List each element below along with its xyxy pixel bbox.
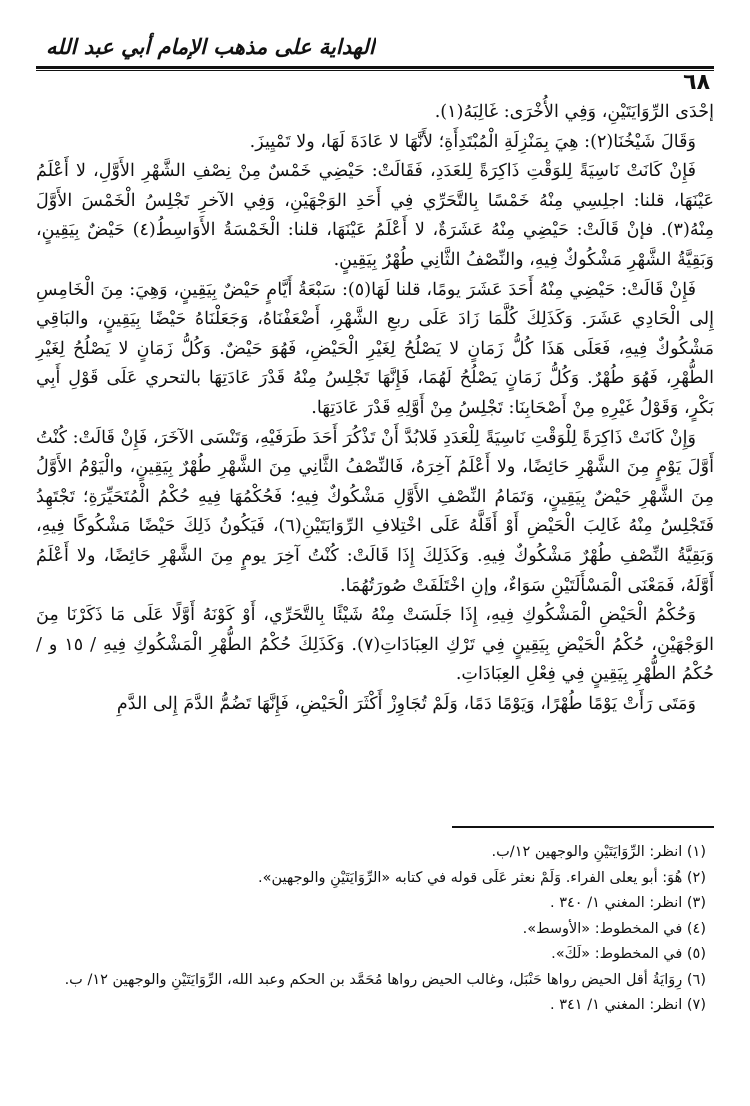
paragraph: وَإِنْ كَانَتْ ذَاكِرَةً لِلْوَقْتِ نَاسِيَةً لِلْعَدَدِ فَلابُدَّ أَنْ تَذْكُرَ أَحَدَ طَرَفَيْهِ، وَتَنْسَى الآخَرَ، فَإِنْ قَالَتْ: كُنْتُ أَوَّلَ يَوْمٍ مِنَ الشَّهْرِ حَائِضًا، ولا أَعْلَمُ آخِرَهُ، فَالنِّصْفُ الثَّانِي مِنَ الشَّهْرِ طُهْرٌ بِيَقِينٍ، والْيَوْمُ الأَوَّلُ مِنَ الشَّهْرِ حَيْضٌ بِيَقِينٍ، وَتَمَامُ النِّصْفِ الأَوَّلِ مَشْكُوكٌ فِيهِ؛ فَحُكْمُهَا فِيهِ حُكْمُ الْمُتَحَيِّرَةِ؛ تَجْتَهِدُ فَتَجْلِسُ مِنْهُ غَالِبَ الْحَيْضِ أَوْ أَقَلَّهُ عَلَى اخْتِلافِ الرِّوَايَتَيْنِ(٦)، فَيَكُونُ ذَلِكَ حَيْضًا مَشْكُوكًا فِيهِ، وَبَقِيَّةُ النِّصْفِ طُهْرٌ مَشْكُوكٌ فِيهِ. وَكَذَلِكَ إِذَا قَالَتْ: كُنْتُ آخِرَ يومٍ مِنَ الشَّهْرِ حَائِضًا، ولا أَعْلَمُ أَوَّلَهُ، فَمَعْنَى الْمَسْأَلَتَيْنِ سَوَاءٌ، وإنِ اخْتَلَفَتْ صُورَتُهُمَا. [36, 427, 714, 596]
footnote: (١) انظر: الرِّوَايَتَيْنِ والوجهين ١٢/ب. [491, 844, 706, 860]
footnote-separator [452, 826, 714, 828]
footnote: (٧) انظر: المغني ١/ ٣٤١ . [550, 997, 706, 1013]
header-rule [36, 66, 714, 69]
footnote: (٦) رِوَايَةُ أقل الحيض رواها حَنْبَل، وغالب الحيض رواها مُحَمَّد بن الحكم وعبد الله، الرِّوَايَتَيْنِ والوجهين ١٢/ ب. [64, 971, 706, 988]
footnotes [36, 840, 714, 1019]
footnote: (٣) انظر: المغني ١/ ٣٤٠ . [550, 895, 706, 911]
footnote: (٢) هُوَ: أبو يعلى الفراء. وَلَمْ نعثر عَلَى قوله في كتابه «الرِّوَايَتَيْنِ والوجهين». [258, 869, 706, 886]
paragraph: وَقَالَ شَيْخُنَا(٢): هِيَ بِمَنْزِلَةِ الْمُبْتَدِأَةِ؛ لأَنَّهَا لا عَادَةَ لَهَا، ولا تَمْيِيزَ. [249, 131, 696, 152]
footnote: (٤) في المخطوط: «الأوسط». [522, 920, 706, 937]
paragraph: إحْدَى الرِّوَايَتَيْنِ، وَفِي الأُخْرَى: غَالِبَهُ(١). [434, 102, 714, 122]
main-text [36, 98, 714, 719]
footnote: (٥) في المخطوط: «لَكَ». [551, 946, 706, 962]
paragraph: فَإِنْ كَانَتْ نَاسِيَةً لِلوَقْتِ ذَاكِرَةً لِلعَدَدِ، فَقَالَتْ: حَيْضِي خَمْسٌ مِنْ نِصْفِ الشَّهْرِ الأَوَّلِ، لا أَعْلَمُ عَيْنَهَا، قلنا: اجلِسِي مِنْهُ خَمْسًا بِالتَّحَرِّي فِي أَحَدِ الوَجْهَيْنِ، وَفِي الآخرِ تَجْلِسُ الْخَمْسَ الأَوَّلَ مِنْهُ(٣). فإنْ قَالَتْ: حَيْضِي مِنْهُ عَشَرَةٌ، لا أَعْلَمُ عَيْنَهَا، قلنا: الْخَمْسَةُ الأَوَاسِطُ(٤) حَيْضٌ بِيَقِينٍ، وَبَقِيَّةُ الشَّهْرِ مَشْكُوكٌ فِيهِ، والنِّصْفُ الثَّانِي طُهْرٌ بِيَقِينٍ. [36, 161, 714, 270]
page-number: ٦٨ [683, 70, 710, 95]
paragraph: فَإِنْ قَالَتْ: حَيْضِي مِنْهُ أَحَدَ عَشَرَ يومًا، قلنا لَهَا(٥): سَبْعَةُ أَيَّامٍ حَيْضٌ بِيَقِينٍ، وَهِيَ: مِنَ الْخَامِسِ إِلى الْحَادِي عَشَرَ. وَكَذَلِكَ كُلَّمَا زَادَ عَلَى ربعِ الشَّهْرِ، أَضْعَفْنَاهُ، وَجَعَلْنَاهُ حَيْضًا بِيَقِينٍ، والبَاقِي مَشْكُوكٌ فِيهِ، فَعَلَى هَذَا كُلُّ زَمَانٍ لا يَصْلُحُ لِغَيْرِ الْحَيْضِ، فَهُوَ حَيْضٌ. وَكُلُّ زَمَانٍ لا يَصْلُحُ لِغَيْرِ الطُّهْرِ، فَهُوَ طُهْرٌ. وَكُلُّ زَمَانٍ يَصْلُحُ لَهُمَا، فَإِنَّهَا تَجْلِسُ مِنْهُ قَدْرَ عَادَتِهَا بالتحري عَلَى قَوْلِ أَبِي بَكْرٍ، وَقَوْلُ غَيْرِهِ مِنْ أَصْحَابِنَا: تَجْلِسُ مِنْ أَوَّلِهِ قَدْرَ عَادَتِهَا. [36, 279, 714, 418]
running-header-title: الهداية على مذهب الإمام أبي عبد الله [46, 35, 375, 59]
paragraph: وَمَتَى رَأَتْ يَوْمًا طُهْرًا، وَيَوْمًا دَمًا، وَلَمْ تُجَاوِزْ أَكْثَرَ الْحَيْضِ، فَإِنَّهَا تَضُمُّ الدَّمَ إِلى الدَّمِ [116, 693, 696, 714]
paragraph: وَحُكْمُ الْحَيْضِ الْمَشْكُوكِ فِيهِ، إِذَا جَلَسَتْ مِنْهُ شَيْئًا بِالتَّحَرِّي، أَوْ كَوْنَهُ أَوَّلًا عَلَى مَا ذَكَرْنَا مِنَ الوَجْهَيْنِ، حُكْمُ الْحَيْضِ بِيَقِينٍ فِي تَرْكِ العِبَادَاتِ(٧). وَكَذَلِكَ حُكْمُ الطُّهْرِ الْمَشْكُوكِ فِيهِ / ١٥ و / حُكْمُ الطُّهْرِ بِيَقِينٍ فِي فِعْلِ العِبَادَاتِ. [36, 605, 714, 685]
header-rule-thin [36, 70, 714, 71]
